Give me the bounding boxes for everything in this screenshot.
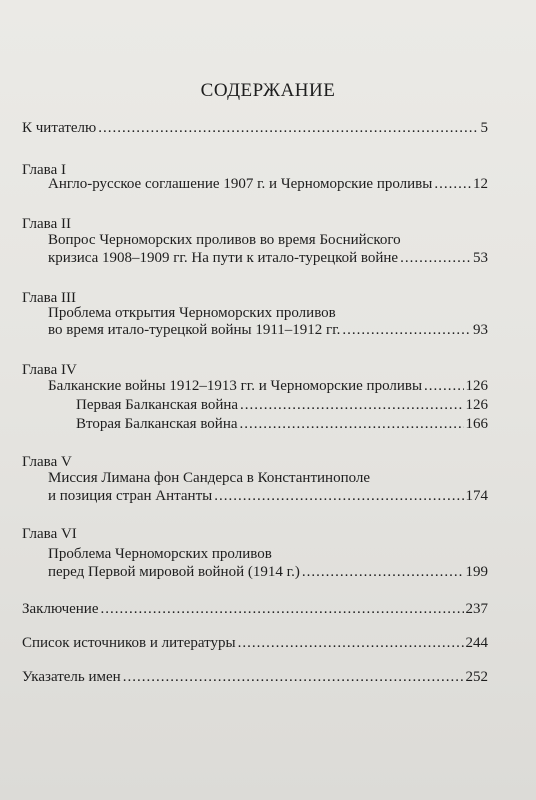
- toc-entry-ch6: [48, 562, 488, 582]
- toc-entry-text: кризиса 1908–1909 гг. На пути к итало-турецкой войне: [48, 250, 399, 266]
- toc-entry-line: Вопрос Черноморских проливов во время Боснийского: [48, 232, 401, 248]
- toc-entry-text: Англо-русское соглашение 1907 г. и Черноморские проливы: [48, 176, 433, 192]
- toc-entry-ch2: [48, 248, 488, 268]
- toc-entry-text: Указатель имен: [22, 669, 121, 685]
- toc-page-number: 126: [465, 378, 488, 394]
- toc-entry-text: Первая Балканская война: [76, 397, 239, 413]
- leader-dots: [424, 376, 463, 396]
- toc-page-number: 93: [473, 322, 488, 338]
- toc-page-number: 174: [465, 488, 488, 504]
- toc-entry-text: Заключение: [22, 601, 99, 617]
- leader-dots: [214, 486, 463, 506]
- chapter-heading: Глава I: [22, 162, 66, 178]
- toc-page-number: 252: [465, 669, 488, 685]
- toc-page-number: 12: [473, 176, 488, 192]
- toc-page-number: 199: [465, 564, 488, 580]
- leader-dots: [101, 599, 464, 619]
- toc-entry-ch4-sub1: [76, 395, 488, 415]
- toc-page-number: 166: [465, 416, 488, 432]
- toc-entry-text: Список источников и литературы: [22, 635, 236, 651]
- leader-dots: [434, 174, 471, 194]
- toc-page-number: 237: [465, 601, 488, 617]
- toc-entry-ch1: [48, 174, 488, 194]
- leader-dots: [302, 562, 464, 582]
- toc-entry-text: и позиция стран Антанты: [48, 488, 213, 504]
- toc-page-number: 53: [473, 250, 488, 266]
- leader-dots: [123, 667, 464, 687]
- toc-entry-text: Вторая Балканская война: [76, 416, 238, 432]
- toc-page-number: 126: [465, 397, 488, 413]
- toc-entry-sources: [22, 633, 488, 653]
- chapter-heading: Глава VI: [22, 526, 77, 542]
- toc-entry-line: Миссия Лимана фон Сандерса в Константинополе: [48, 470, 371, 486]
- leader-dots: [98, 118, 478, 138]
- leader-dots: [240, 414, 464, 434]
- toc-entry-index: [22, 667, 488, 687]
- toc-entry-line: Проблема Черноморских проливов: [48, 546, 272, 562]
- toc-entry-text: К читателю: [22, 120, 97, 136]
- chapter-heading: Глава II: [22, 216, 71, 232]
- toc-page-number: 244: [465, 635, 488, 651]
- leader-dots: [240, 395, 463, 415]
- toc-entry-text: во время итало-турецкой войны 1911–1912 гг.: [48, 322, 341, 338]
- toc-page-number: 5: [480, 120, 488, 136]
- page-title: СОДЕРЖАНИЕ: [200, 80, 336, 101]
- toc-entry-text: Балканские войны 1912–1913 гг. и Черноморские проливы: [48, 378, 423, 394]
- leader-dots: [400, 248, 471, 268]
- chapter-heading: Глава IV: [22, 362, 77, 378]
- leader-dots: [238, 633, 464, 653]
- leader-dots: [342, 320, 471, 340]
- toc-entry-ch4: [48, 376, 488, 396]
- toc-entry-to-reader: [22, 118, 488, 138]
- toc-entry-ch5: [48, 486, 488, 506]
- chapter-heading: Глава V: [22, 454, 72, 470]
- toc-entry-ch4-sub2: [76, 414, 488, 434]
- toc-entry-ch3: [48, 320, 488, 340]
- toc-entry-text: перед Первой мировой войной (1914 г.): [48, 564, 300, 580]
- toc-entry-conclusion: [22, 599, 488, 619]
- chapter-heading: Глава III: [22, 290, 76, 306]
- toc-entry-line: Проблема открытия Черноморских проливов: [48, 305, 336, 321]
